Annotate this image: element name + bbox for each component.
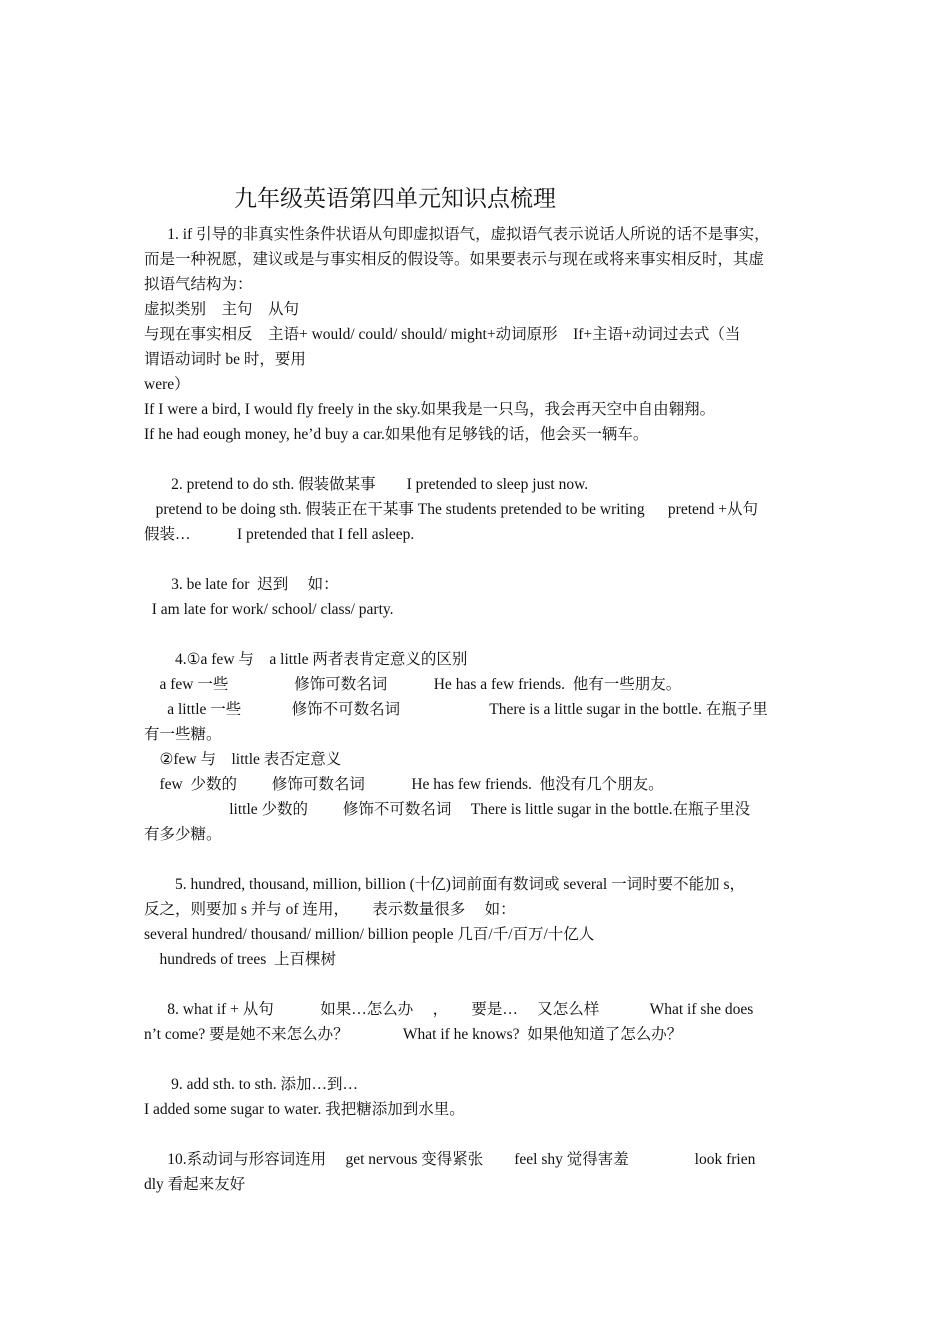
text-line: If I were a bird, I would fly freely in the sky.如果我是一只鸟，我会再天空中自由翱翔。 bbox=[144, 401, 716, 418]
text-line: hundreds of trees 上百棵树 bbox=[144, 951, 336, 968]
text-line: dly 看起来友好 bbox=[144, 1176, 246, 1193]
text-line: 2. pretend to do sth. 假装做某事 I pretended to sleep just now. bbox=[144, 476, 589, 493]
text-line: 假装… I pretended that I fell asleep. bbox=[144, 526, 415, 543]
text-line: 与现在事实相反 主语+ would/ could/ should/ might+动词原形 If+主语+动词过去式（当 bbox=[144, 326, 741, 343]
text-line: few 少数的 修饰可数名词 He has few friends. 他没有几个朋友。 bbox=[144, 776, 664, 793]
text-line: 5. hundred, thousand, million, billion (十亿)词前面有数词或 several 一词时要不能加 s， bbox=[144, 876, 746, 893]
text-line: 反之，则要加 s 并与 of 连用， 表示数量很多 如： bbox=[144, 901, 516, 918]
text-line: I am late for work/ school/ class/ party. bbox=[144, 601, 394, 618]
blank-line bbox=[144, 447, 810, 472]
text-line: 拟语气结构为： bbox=[144, 276, 253, 293]
text-line: pretend to be doing sth. 假装正在干某事 The students pretended to be writing pretend +从句 bbox=[144, 501, 758, 518]
blank-line bbox=[144, 972, 810, 997]
blank-line bbox=[144, 622, 810, 647]
text-line: n’t come? 要是她不来怎么办？ What if he knows? 如果他知道了怎么办？ bbox=[144, 1026, 683, 1043]
text-line: several hundred/ thousand/ million/ billion people 几百/千/百万/十亿人 bbox=[144, 926, 595, 943]
text-line: I added some sugar to water. 我把糖添加到水里。 bbox=[144, 1101, 465, 1118]
text-line: 8. what if + 从句 如果…怎么办 ， 要是… 又怎么样 What if she does bbox=[144, 1001, 754, 1018]
text-line: were） bbox=[144, 376, 190, 393]
text-line: If he had eough money, he’d buy a car.如果他有足够钱的话，他会买一辆车。 bbox=[144, 426, 649, 443]
text-line: little 少数的 修饰不可数名词 There is little sugar in the bottle.在瓶子里没 bbox=[144, 801, 751, 818]
text-line: 4.①a few 与 a little 两者表肯定意义的区别 bbox=[144, 651, 468, 668]
document-body bbox=[144, 222, 810, 1197]
blank-line bbox=[144, 1047, 810, 1072]
blank-line bbox=[144, 847, 810, 872]
text-line: a little 一些 修饰不可数名词 There is a little sugar in the bottle. 在瓶子里 bbox=[144, 701, 768, 718]
text-line: 谓语动词时 be 时，要用 bbox=[144, 351, 306, 368]
blank-line bbox=[144, 1122, 810, 1147]
text-line: 虚拟类别 主句 从句 bbox=[144, 301, 300, 318]
text-line: 9. add sth. to sth. 添加…到… bbox=[144, 1076, 358, 1093]
page-title: 九年级英语第四单元知识点梳理 bbox=[234, 186, 556, 211]
text-line: 10.系动词与形容词连用 get nervous 变得紧张 feel shy 觉得害羞 look frien bbox=[144, 1151, 756, 1168]
text-line: 有一些糖。 bbox=[144, 726, 222, 743]
text-line: ②few 与 little 表否定意义 bbox=[144, 751, 342, 768]
text-line: 3. be late for 迟到 如： bbox=[144, 576, 339, 593]
text-line: 有多少糖。 bbox=[144, 826, 222, 843]
text-line: a few 一些 修饰可数名词 He has a few friends. 他有一些朋友。 bbox=[144, 676, 682, 693]
blank-line bbox=[144, 547, 810, 572]
text-line: 而是一种祝愿，建议或是与事实相反的假设等。如果要表示与现在或将来事实相反时，其虚 bbox=[144, 251, 765, 268]
text-line: 1. if 引导的非真实性条件状语从句即虚拟语气，虚拟语气表示说话人所说的话不是事实， bbox=[144, 226, 770, 243]
